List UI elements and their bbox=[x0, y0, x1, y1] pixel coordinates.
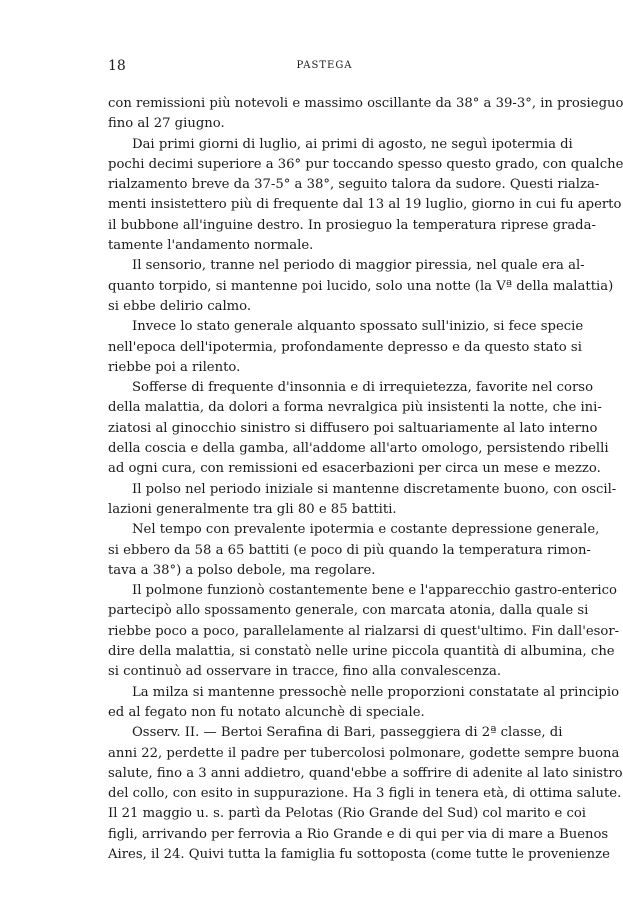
text-line: Il 21 maggio u. s. partì da Pelotas (Rio Grande del Sud) col marito e coi bbox=[108, 806, 587, 822]
text-line: salute, fino a 3 anni addietro, quand'ebbe a soffrire di adenite al lato sinistro bbox=[108, 765, 623, 781]
text-line: fino al 27 giugno. bbox=[108, 116, 225, 132]
text-line: Osserv. II. — Bertoi Serafina di Bari, passeggiera di 2ª classe, di bbox=[132, 725, 563, 741]
text-line: pochi decimi superiore a 36° pur toccando spesso questo grado, con qualche bbox=[108, 156, 623, 172]
text-line: Invece lo stato generale alquanto spossato sull'inizio, si fece specie bbox=[132, 319, 584, 335]
text-line: il bubbone all'inguine destro. In prosieguo la temperatura riprese grada- bbox=[108, 217, 596, 233]
text-line: ziatosi al ginocchio sinistro si diffusero poi saltuariamente al lato interno bbox=[108, 420, 598, 436]
text-line: della malattia, da dolori a forma nevralgica più insistenti la notte, che ini- bbox=[108, 400, 602, 416]
text-line: Dai primi giorni di luglio, ai primi di agosto, ne seguì ipotermia di bbox=[132, 136, 573, 152]
text-line: si ebbero da 58 a 65 battiti (e poco di più quando la temperatura rimon- bbox=[108, 542, 591, 558]
text-line: del collo, con esito in suppurazione. Ha 3 figli in tenera età, di ottima salute. bbox=[108, 786, 622, 802]
text-line: Aires, il 24. Quivi tutta la famiglia fu sottoposta (come tutte le provenienze bbox=[108, 846, 610, 862]
text-line: anni 22, perdette il padre per tubercolosi polmonare, godette sempre buona bbox=[108, 745, 620, 761]
text-line: riebbe poi a rilento. bbox=[108, 359, 241, 375]
text-line: Sofferse di frequente d'insonnia e di irrequietezza, favorite nel corso bbox=[132, 380, 594, 396]
text-line: tamente l'andamento normale. bbox=[108, 238, 314, 254]
text-line: con remissioni più notevoli e massimo oscillante da 38° a 39-3°, in prosieguo bbox=[108, 96, 623, 111]
text-line: della coscia e della gamba, all'addome all'arto omologo, persistendo ribelli bbox=[108, 441, 609, 457]
text-line: ad ogni cura, con remissioni ed esacerbazioni per circa un mese e mezzo. bbox=[108, 461, 601, 477]
text-line: La milza si mantenne pressochè nelle proporzioni constatate al principio bbox=[132, 684, 620, 700]
text-line: dire della malattia, si constatò nelle urine piccola quantità di albumina, che bbox=[108, 644, 615, 660]
text-line: si ebbe delirio calmo. bbox=[108, 298, 252, 314]
text-line: Il polso nel periodo iniziale si mantenne discretamente buono, con oscil- bbox=[132, 481, 617, 497]
text-line: tava a 38°) a polso debole, ma regolare. bbox=[108, 562, 376, 578]
text-line: menti insistettero più di frequente dal 13 al 19 luglio, giorno in cui fu aperto bbox=[108, 197, 622, 213]
text-line: Il sensorio, tranne nel periodo di maggior piressia, nel quale era al- bbox=[132, 258, 585, 274]
text-line: lazioni generalmente tra gli 80 e 85 battiti. bbox=[108, 501, 397, 517]
text-line: Il polmone funzionò costantemente bene e l'apparecchio gastro-enterico bbox=[132, 583, 617, 599]
text-line: Nel tempo con prevalente ipotermia e costante depressione generale, bbox=[132, 522, 600, 538]
text-line: figli, arrivando per ferrovia a Rio Grande e di qui per via di mare a Buenos bbox=[108, 826, 609, 842]
text-line: nell'epoca dell'ipotermia, profondamente depresso e da questo stato si bbox=[108, 339, 582, 355]
text-line: riebbe poco a poco, parallelamente al rialzarsi di quest'ultimo. Fin dall'esor- bbox=[108, 623, 620, 639]
running-head: PASTEGA bbox=[296, 60, 353, 71]
text-line: rialzamento breve da 37-5° a 38°, seguito talora da sudore. Questi rialza- bbox=[108, 177, 600, 193]
text-line: quanto torpido, si mantenne poi lucido, solo una notte (la Vª della malattia) bbox=[108, 278, 614, 294]
page-header bbox=[108, 58, 541, 78]
body-text bbox=[108, 94, 623, 865]
text-line: ed al fegato non fu notato alcunchè di speciale. bbox=[108, 704, 425, 720]
text-line: si continuò ad osservare in tracce, fino alla convalescenza. bbox=[108, 664, 502, 680]
text-line: partecipò allo spossamento generale, con marcata atonia, dalla quale si bbox=[108, 603, 589, 619]
page-number: 18 bbox=[108, 58, 126, 74]
